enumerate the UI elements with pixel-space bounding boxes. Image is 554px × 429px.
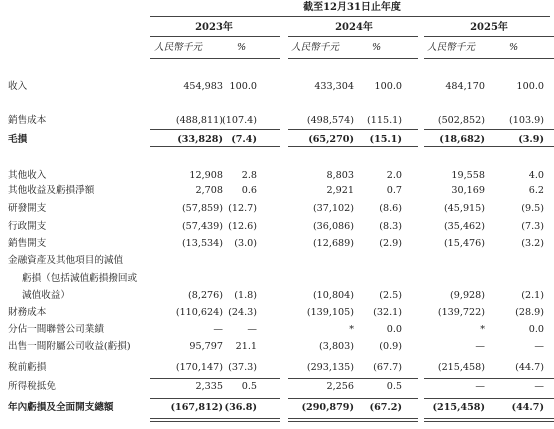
row-label: 毛損 [8,134,28,145]
pct-2024: % [372,42,382,53]
row-value: (18,682) [439,134,485,145]
row-value: (65,270) [308,134,354,145]
row-value: (3.0) [234,238,257,249]
row-value: 433,304 [314,81,354,92]
rule-before-tax-2023 [150,378,280,379]
row-value: (3.9) [518,134,544,145]
row-value: — [475,341,485,352]
row-value: 100.0 [229,81,257,92]
row-value: — [534,381,544,392]
row-value: (44.7) [511,402,544,413]
row-value: (7.3) [521,221,544,232]
row-label: 所得稅抵免 [8,381,56,392]
unit-underline-2023 [150,58,280,59]
row-value: 4.0 [528,170,544,181]
year-underline-2023 [150,36,280,37]
row-value: 454,983 [183,81,223,92]
row-value: (8.3) [379,221,402,232]
row-value: 0.6 [241,185,257,196]
rule-double-2023 [150,418,280,422]
row-value: 0.0 [386,324,402,335]
row-value: (15,476) [443,238,485,249]
row-label: 行政開支 [8,221,47,232]
row-value: (107.4) [222,115,257,126]
row-value: — [475,381,485,392]
row-value: 0.5 [241,381,257,392]
row-label: 分佔一間聯營公司業績 [8,324,104,335]
rule-gross-2024 [288,146,418,147]
row-value: (36.8) [224,402,257,413]
rule-total-2024 [288,398,418,399]
row-value: 2,256 [326,381,354,392]
row-label: 其他收入 [8,170,47,181]
row-value: (45,915) [443,203,485,214]
row-value: (12,689) [312,238,354,249]
row-value: (139,105) [306,307,354,318]
row-value: (32.1) [373,307,402,318]
row-value: 2,921 [326,185,354,196]
row-value: — [213,324,223,335]
row-value: (215,458) [437,362,485,373]
row-value: (139,722) [437,307,485,318]
row-value: (488,811) [175,115,223,126]
row-value: (502,852) [437,115,485,126]
row-value: * [349,324,354,335]
row-value: — [247,324,257,335]
row-label: 虧損（包括減值虧損撥回或 [22,273,138,284]
row-value: 21.1 [235,341,257,352]
unit-2023: 人民幣千元 [154,42,202,53]
rule-double-2024 [288,418,418,422]
row-value: 12,908 [189,170,223,181]
rule-cost-2025 [424,129,554,130]
year-underline-2024 [288,36,418,37]
row-value: (13,534) [181,238,223,249]
rule-gross-2023 [150,146,280,147]
year-header-2025: 2025年 [470,22,508,33]
row-value: (36,086) [312,221,354,232]
row-value: (67.2) [369,402,402,413]
row-value: (57,859) [181,203,223,214]
year-header-2024: 2024年 [335,22,373,33]
row-value: 0.7 [386,185,402,196]
period-underline [150,16,550,17]
row-value: (10,804) [312,290,354,301]
row-value: 0.5 [386,381,402,392]
rule-before-tax-2024 [288,378,418,379]
row-label: 財務成本 [8,307,47,318]
row-value: (33,828) [177,134,223,145]
row-value: (15.1) [369,134,402,145]
row-value: (2.9) [379,238,402,249]
row-value: 2,335 [195,381,223,392]
row-value: * [480,324,485,335]
row-value: (215,458) [432,402,485,413]
row-label: 收入 [8,81,28,92]
row-value: (167,812) [170,402,223,413]
pct-2023: % [237,42,247,53]
row-value: (12.6) [228,221,257,232]
row-label: 稅前虧損 [8,362,47,373]
row-value: (8.6) [379,203,402,214]
rule-total-2025 [424,398,554,399]
rule-before-tax-2025 [424,378,554,379]
unit-2025: 人民幣千元 [427,42,475,53]
row-value: 100.0 [516,81,544,92]
row-value: (3.2) [521,238,544,249]
row-value: (8,276) [188,290,223,301]
row-value: 2.0 [386,170,402,181]
row-value: (110,624) [175,307,223,318]
row-value: (12.7) [228,203,257,214]
rule-gross-2025 [424,146,554,147]
row-value: (498,574) [306,115,354,126]
row-value: 2.8 [241,170,257,181]
row-value: (3,803) [319,341,354,352]
rule-double-2025 [424,418,554,422]
row-value: (24.3) [228,307,257,318]
row-value: (293,135) [306,362,354,373]
row-value: (67.7) [373,362,402,373]
unit-2024: 人民幣千元 [291,42,339,53]
row-value: (28.9) [515,307,544,318]
row-value: 19,558 [451,170,485,181]
row-label: 銷售成本 [8,115,47,126]
rule-cost-2023 [150,129,280,130]
row-value: (2.1) [521,290,544,301]
row-value: 8,803 [326,170,354,181]
row-label: 減值收益） [22,290,70,301]
row-value: 30,169 [451,185,485,196]
unit-underline-2024 [288,58,418,59]
row-value: — [534,341,544,352]
row-value: (103.9) [509,115,544,126]
row-value: (35,462) [443,221,485,232]
row-value: 95,797 [189,341,223,352]
row-value: (37.3) [228,362,257,373]
row-value: (0.9) [379,341,402,352]
unit-underline-2025 [424,58,554,59]
row-label: 年內虧損及全面開支總額 [8,402,114,413]
row-value: 100.0 [374,81,402,92]
row-value: (1.8) [234,290,257,301]
rule-total-2023 [150,398,280,399]
row-label: 銷售開支 [8,238,47,249]
year-underline-2025 [424,36,554,37]
row-value: (57,439) [181,221,223,232]
row-value: (9.5) [521,203,544,214]
row-label: 研發開支 [8,203,47,214]
rule-cost-2024 [288,129,418,130]
row-value: (2.5) [379,290,402,301]
row-value: 0.0 [528,324,544,335]
row-value: (170,147) [175,362,223,373]
row-value: (44.7) [515,362,544,373]
row-label: 金融資產及其他項目的減值 [8,255,124,266]
row-value: (37,102) [312,203,354,214]
year-header-2023: 2023年 [195,22,233,33]
row-value: (115.1) [367,115,402,126]
row-value: (290,879) [301,402,354,413]
row-value: (9,928) [450,290,485,301]
row-label: 其他收益及虧損淨額 [8,185,95,196]
row-label: 出售一間附屬公司收益(虧損) [8,341,131,352]
pct-2025: % [509,42,519,53]
row-value: 2,708 [195,185,223,196]
row-value: 484,170 [445,81,485,92]
row-value: (7.4) [231,134,257,145]
period-header: 截至12月31日止年度 [303,2,401,13]
row-value: 6.2 [528,185,544,196]
